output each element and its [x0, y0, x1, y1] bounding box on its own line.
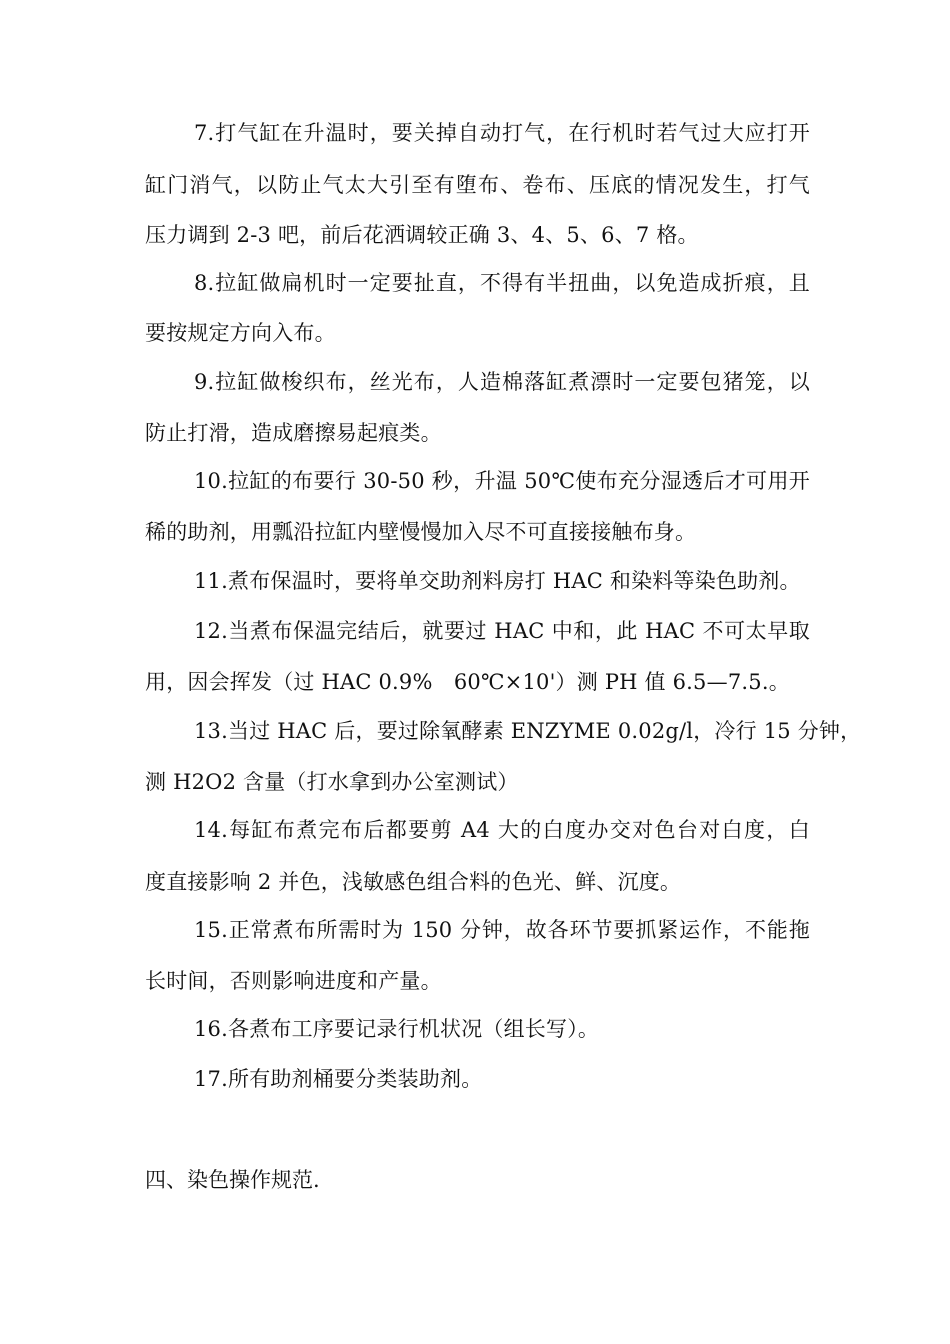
paragraph-16-line-1: 16.各煮布工序要记录行机状况（组长写）。: [194, 1017, 600, 1041]
paragraph-7-line-1: 7.打气缸在升温时，要关掉自动打气，在行机时若气过大应打开: [194, 121, 810, 145]
paragraph-11-line-1: 11.煮布保温时，要将单交助剂料房打 HAC 和染料等染色助剂。: [194, 569, 801, 593]
section-heading: 四、染色操作规范.: [145, 1168, 320, 1192]
paragraph-17-line-1: 17.所有助剂桶要分类装助剂。: [194, 1067, 483, 1091]
paragraph-15-line-2: 长时间，否则影响进度和产量。: [145, 969, 442, 993]
paragraph-14-line-2: 度直接影响 2 并色，浅敏感色组合料的色光、鲜、沉度。: [145, 870, 682, 894]
paragraph-13-line-2: 测 H2O2 含量（打水拿到办公室测试）: [145, 770, 519, 794]
paragraph-10-line-2: 稀的助剂，用瓢沿拉缸内壁慢慢加入尽不可直接接触布身。: [145, 520, 697, 544]
paragraph-9-line-1: 9.拉缸做梭织布，丝光布，人造棉落缸煮漂时一定要包猪笼，以: [194, 370, 810, 394]
paragraph-10-line-1: 10.拉缸的布要行 30-50 秒，升温 50℃使布充分湿透后才可用开: [194, 469, 810, 493]
paragraph-13-line-1: 13.当过 HAC 后，要过除氧酵素 ENZYME 0.02g/l，冷行 15 分钟，: [194, 719, 862, 743]
paragraph-12-line-1: 12.当煮布保温完结后，就要过 HAC 中和，此 HAC 不可太早取: [194, 619, 810, 643]
paragraph-9-line-2: 防止打滑，造成磨擦易起痕类。: [145, 421, 442, 445]
paragraph-14-line-1: 14.每缸布煮完布后都要剪 A4 大的白度办交对色台对白度，白: [194, 818, 810, 842]
paragraph-15-line-1: 15.正常煮布所需时为 150 分钟，故各环节要抓紧运作，不能拖: [194, 918, 810, 942]
paragraph-7-line-3: 压力调到 2-3 吧，前后花洒调较正确 3、4、5、6、7 格。: [145, 223, 699, 247]
paragraph-8-line-1: 8.拉缸做扁机时一定要扯直，不得有半扭曲，以免造成折痕，且: [194, 271, 810, 295]
paragraph-7-line-2: 缸门消气，以防止气太大引至有堕布、卷布、压底的情况发生，打气: [145, 173, 810, 197]
paragraph-8-line-2: 要按规定方向入布。: [145, 321, 336, 345]
paragraph-12-line-2: 用，因会挥发（过 HAC 0.9% 60℃×10'）测 PH 值 6.5—7.5.。: [145, 670, 790, 694]
